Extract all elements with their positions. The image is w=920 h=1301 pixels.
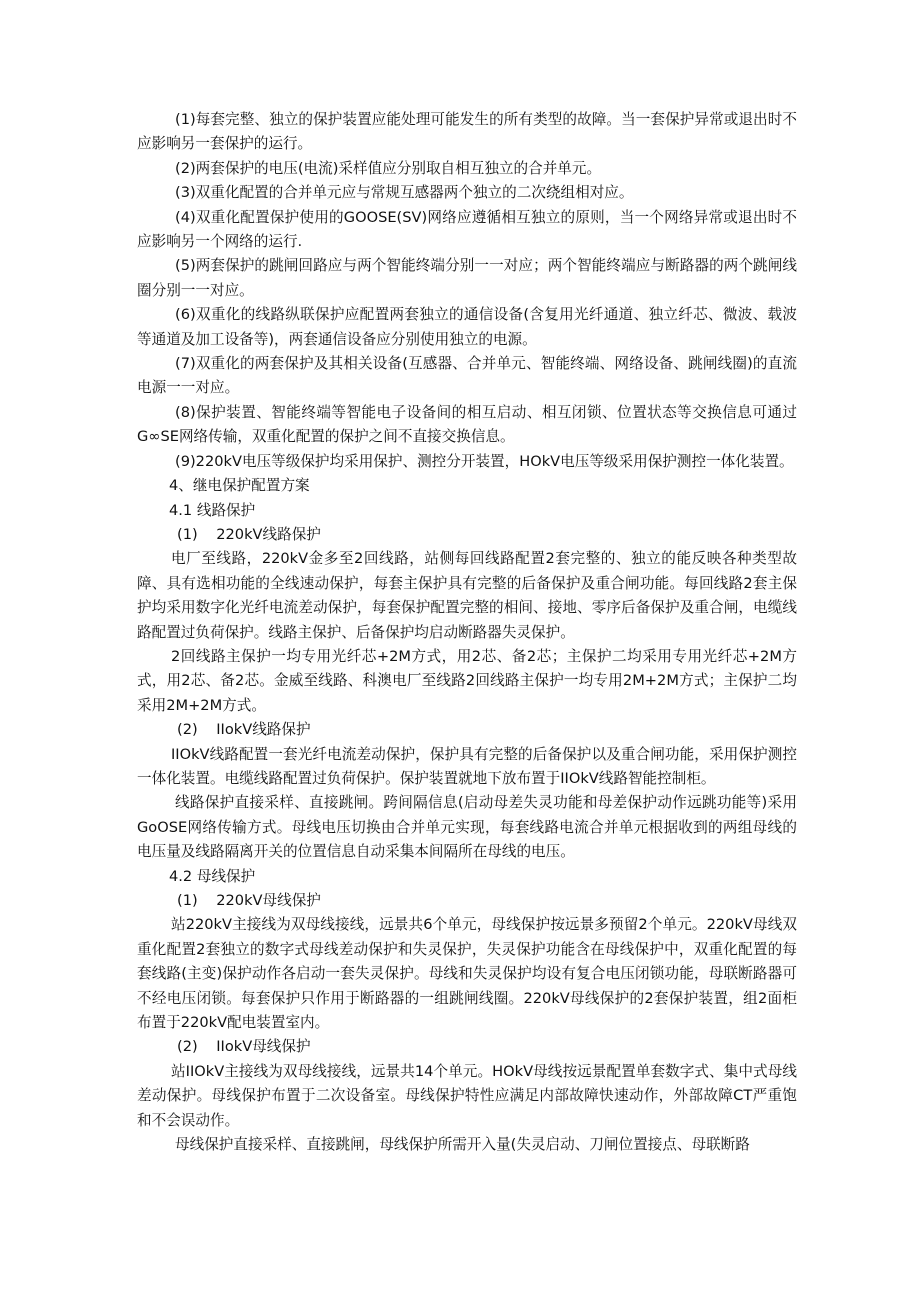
paragraph-4: (4)双重化配置保护使用的GOOSE(SV)网络应遵循相互独立的原则，当一个网络异常或退出时不应影响另一个网络的运行. [137, 208, 797, 251]
paragraph-2: (2)两套保护的电压(电流)采样值应分别取自相互独立的合并单元。 [175, 159, 602, 177]
item-heading-220kv-bus: (1) 220kV母线保护 [177, 892, 321, 909]
paragraph-8: (8)保护装置、智能终端等智能电子设备间的相互启动、相互闭锁、位置状态等交换信息可通过G∞SE网络传输，双重化配置的保护之间不直接交换信息。 [137, 403, 797, 446]
item-heading-110kv-bus: (2) IIokV母线保护 [177, 1038, 311, 1056]
paragraph-110kv-line-1: IIOkV线路配置一套光纤电流差动保护，保护具有完整的后备保护以及重合闸功能，采用保护测控一体化装置。电缆线路配置过负荷保护。保护装置就地下放布置于IIOkV线路智能控制柜。 [137, 745, 797, 787]
paragraph-220kv-line-1: 电厂至线路，220kV金多至2回线路，站侧每回线路配置2套完整的、独立的能反映各种类型故障、具有选相功能的全线速动保护，每套主保护具有完整的后备保护及重合闸功能。每回线路2套主保护均采用数字化光纤电流差动保护，每套保护配置完整的相间、接地、零序后备保护及重合闸，电缆线路配置过负荷保护。线路主保护、后备保护均启动断路器失灵保护。 [137, 550, 797, 641]
paragraph-3: (3)双重化配置的合并单元应与常规互感器两个独立的二次绕组相对应。 [175, 184, 634, 202]
paragraph-6: (6)双重化的线路纵联保护应配置两套独立的通信设备(含复用光纤通道、独立纤芯、微波、载波等通道及加工设备等)，两套通信设备应分别使用独立的电源。 [137, 306, 797, 348]
paragraph-110kv-bus-1: 站IIOkV主接线为双母线接线，远景共14个单元。HOkV母线按远景配置单套数字式、集中式母线差动保护。母线保护布置于二次设备室。母线保护特性应满足内部故障快速动作，外部故障CT严重饱和不会误动作。 [137, 1062, 797, 1129]
paragraph-110kv-bus-2: 母线保护直接采样、直接跳闸，母线保护所需开入量(失灵启动、刀闸位置接点、母联断路 [175, 1136, 750, 1154]
paragraph-220kv-bus: 站220kV主接线为双母线接线，远景共6个单元，母线保护按远景多预留2个单元。220kV母线双重化配置2套独立的数字式母线差动保护和失灵保护，失灵保护功能含在母线保护中，双重化配置的每套线路(主变)保护动作各启动一套失灵保护。母线和失灵保护均设有复合电压闭锁功能，母联断路器可不经电压闭锁。每套保护只作用于断路器的一组跳闸线圈。220kV母线保护的2套保护装置，组2面柜布置于220kV配电装置室内。 [137, 916, 797, 1032]
subsection-heading-4-2: 4.2 母线保护 [169, 867, 256, 885]
paragraph-110kv-line-2: 线路保护直接采样、直接跳闸。跨间隔信息(启动母差失灵功能和母差保护动作远跳功能等)采用GoOSE网络传输方式。母线电压切换由合并单元实现，每套线路电流合并单元根据收到的两组母线的电压量及线路隔离开关的位置信息自动采集本间隔所在母线的电压。 [137, 794, 797, 861]
paragraph-7: (7)双重化的两套保护及其相关设备(互感器、合并单元、智能终端、网络设备、跳闸线圈)的直流电源一一对应。 [137, 355, 797, 397]
section-heading-4: 4、继电保护配置方案 [169, 477, 310, 495]
subsection-heading-4-1: 4.1 线路保护 [169, 501, 256, 519]
paragraph-220kv-line-2: 2回线路主保护一均专用光纤芯+2M方式，用2芯、备2芯；主保护二均采用专用光纤芯+2M方式，用2芯、备2芯。金威至线路、科澳电厂至线路2回线路主保护一均专用2M+2M方式；主保护二均采用2M+2M方式。 [137, 647, 797, 714]
item-heading-220kv-line: (1) 220kV线路保护 [177, 525, 321, 543]
paragraph-5: (5)两套保护的跳闸回路应与两个智能终端分别一一对应；两个智能终端应与断路器的两个跳闸线圈分别一一对应。 [137, 257, 797, 299]
paragraph-9: (9)220kV电压等级保护均采用保护、测控分开装置，HOkV电压等级采用保护测控一体化装置。 [175, 452, 794, 470]
item-heading-110kv-line: (2) IIokV线路保护 [177, 721, 311, 739]
document-body [137, 108, 797, 1157]
paragraph-1: (1)每套完整、独立的保护装置应能处理可能发生的所有类型的故障。当一套保护异常或退出时不应影响另一套保护的运行。 [137, 111, 797, 153]
